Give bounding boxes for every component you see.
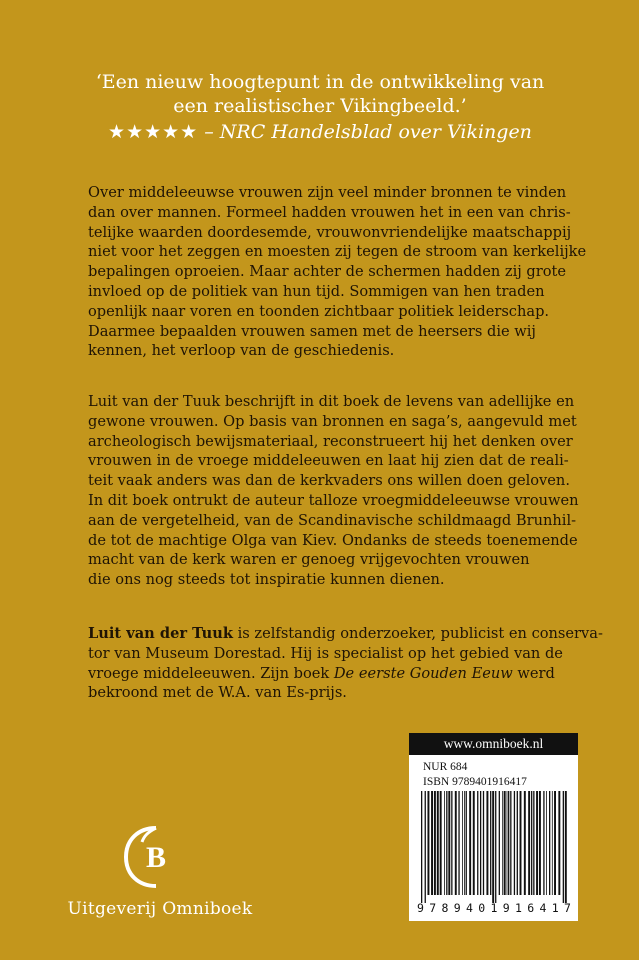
- barcode-bar: [528, 791, 530, 895]
- barcode-bar: [462, 791, 463, 895]
- barcode-bar: [451, 791, 452, 895]
- barcode-digit: 1: [490, 901, 498, 915]
- barcode-bar: [469, 791, 471, 895]
- text-line: kennen, het verloop van de geschiedenis.: [88, 342, 395, 360]
- nur-code: NUR 684: [423, 761, 468, 773]
- barcode-bar: [554, 791, 556, 895]
- star-rating: ★★★★★: [108, 121, 199, 143]
- barcode-bar: [539, 791, 541, 895]
- bio-line-3-text: vroege middeleeuwen. Zijn boek: [88, 664, 334, 682]
- barcode-bar: [431, 791, 433, 895]
- barcode-bar: [520, 791, 522, 895]
- barcode-bar: [517, 791, 518, 895]
- description-paragraph-2: [88, 392, 579, 590]
- barcode-bar: [477, 791, 478, 895]
- text-line: die ons nog steeds tot inspiratie kunnen dienen.: [88, 571, 445, 589]
- logo-letter: B: [145, 841, 167, 874]
- barcode-bars: [419, 791, 569, 903]
- barcode-bar: [434, 791, 436, 895]
- barcode-bar: [502, 791, 503, 895]
- website-url: www.omniboek.nl: [409, 733, 578, 755]
- text-line: invloed op de politiek van hun tijd. Sommigen van hen traden: [88, 282, 545, 300]
- barcode-bar: [546, 791, 547, 895]
- isbn-code: ISBN 9789401916417: [423, 776, 527, 788]
- text-line: Luit van der Tuuk beschrijft in dit boek de levens van adellijke en: [88, 393, 575, 410]
- text-line: archeologisch bewijsmateriaal, reconstrueert hij het denken over: [88, 432, 573, 450]
- barcode-bar: [421, 791, 422, 903]
- text-line: gewone vrouwen. Op basis van bronnen en saga’s, aangevuld met: [88, 412, 577, 430]
- barcode-bar: [549, 791, 550, 895]
- barcode-bar: [495, 791, 496, 903]
- barcode-bar: [446, 791, 447, 895]
- barcode-bar: [448, 791, 450, 895]
- description-paragraph-1: [88, 183, 587, 361]
- barcode-digit: 0: [478, 901, 486, 915]
- barcode-digit: 9: [453, 901, 461, 915]
- quote-line-2: een realistischer Vikingbeeld.’: [173, 95, 467, 117]
- barcode-bar: [563, 791, 564, 903]
- text-line: de tot de machtige Olga van Kiev. Ondanks de steeds toenemende: [88, 531, 578, 549]
- barcode-bar: [483, 791, 484, 895]
- barcode-digit: 4: [466, 901, 473, 915]
- barcode-bar: [514, 791, 515, 895]
- publisher-name: Uitgeverij Omniboek: [67, 899, 253, 919]
- barcode-digit: 4: [539, 901, 547, 915]
- barcode-bar: [533, 791, 534, 895]
- barcode-bar: [480, 791, 481, 895]
- barcode-bar: [531, 791, 532, 895]
- barcode-bar: [458, 791, 459, 895]
- barcode-bar: [455, 791, 457, 895]
- bio-line-4: bekroond met de W.A. van Es-prijs.: [88, 684, 347, 702]
- quote-line-1: ‘Een nieuw hoogtepunt in de ontwikkeling van: [95, 71, 545, 93]
- barcode-bar: [552, 791, 553, 895]
- author-name: Luit van der Tuuk: [88, 625, 233, 642]
- text-line: bepalingen oproeien. Maar achter de schermen hadden zij grote: [88, 263, 567, 281]
- barcode-bar: [536, 791, 538, 895]
- barcode-digits: [415, 901, 573, 919]
- barcode-digit: 1: [515, 901, 522, 915]
- barcode-bar: [507, 791, 508, 895]
- bio-line-3: [88, 664, 568, 684]
- text-line: dan over mannen. Formeel hadden vrouwen het in een van chris-: [88, 203, 571, 221]
- barcode-digit: 9: [502, 901, 510, 915]
- barcode-bar: [524, 791, 526, 895]
- barcode-box: [409, 733, 578, 921]
- barcode-bar: [444, 791, 445, 895]
- barcode-bar: [499, 791, 500, 895]
- barcode-bar: [425, 791, 426, 903]
- text-line: macht van de kerk waren er genoeg vrijgevochten vrouwen: [88, 551, 530, 569]
- bio-line-3-end: werd: [512, 664, 555, 682]
- barcode-bar: [464, 791, 465, 895]
- text-line: Over middeleeuwse vrouwen zijn veel minder bronnen te vinden: [88, 184, 567, 201]
- barcode-bar: [543, 791, 544, 895]
- barcode-digit: 7: [429, 901, 437, 915]
- barcode-bar: [490, 791, 491, 895]
- author-bio: [88, 624, 603, 703]
- bio-line-2: tor van Museum Dorestad. Hij is specialist op het gebied van de: [88, 644, 563, 662]
- barcode-bar: [427, 791, 429, 895]
- barcode-bar: [558, 791, 560, 895]
- barcode-bar: [473, 791, 475, 895]
- text-line: Daarmee bepaalden vrouwen samen met de heersers die wij: [88, 322, 536, 340]
- barcode-digit: 6: [527, 901, 535, 915]
- barcode-bar: [492, 791, 494, 903]
- text-line: openlijk naar voren en toonden zichtbaar politiek leiderschap.: [88, 302, 550, 320]
- barcode-bar: [486, 791, 488, 895]
- text-line: telijke waarden doordesemde, vrouwonvriendelijke maatschappij: [88, 223, 572, 241]
- publisher-logo-icon: [120, 822, 184, 892]
- text-line: teit vaak anders was dan de kerkvaders ons willen doen geloven.: [88, 472, 570, 490]
- review-quote: [60, 70, 580, 144]
- text-line: aan de vergetelheid, van de Scandinavische schildmaagd Brunhil-: [88, 511, 577, 529]
- barcode-bar: [510, 791, 511, 895]
- barcode-digit: 7: [564, 901, 571, 915]
- attribution-text: – NRC Handelsblad over Vikingen: [204, 121, 532, 143]
- barcode-digit: 9: [417, 901, 424, 915]
- barcode-digit: 8: [441, 901, 449, 915]
- barcode-bar: [565, 791, 567, 903]
- barcode-bar: [466, 791, 467, 895]
- bio-line-1-text: is zelfstandig onderzoeker, publicist en conserva-: [232, 625, 603, 642]
- barcode-bar: [437, 791, 439, 895]
- barcode-digit: 1: [551, 901, 559, 915]
- quote-attribution: [60, 120, 580, 144]
- text-line: vrouwen in de vroege middeleeuwen en laat hij zien dat de reali-: [88, 452, 569, 470]
- barcode-bar: [508, 791, 509, 895]
- text-line: In dit boek ontrukt de auteur talloze vroegmiddeleeuwse vrouwen: [88, 491, 579, 509]
- book-title: De eerste Gouden Eeuw: [333, 664, 513, 682]
- text-line: niet voor het zeggen en moesten zij tegen de stroom van kerkelijke: [88, 243, 587, 261]
- bio-line-1: [88, 624, 603, 644]
- barcode-bar: [440, 791, 442, 895]
- barcode-bar: [504, 791, 506, 895]
